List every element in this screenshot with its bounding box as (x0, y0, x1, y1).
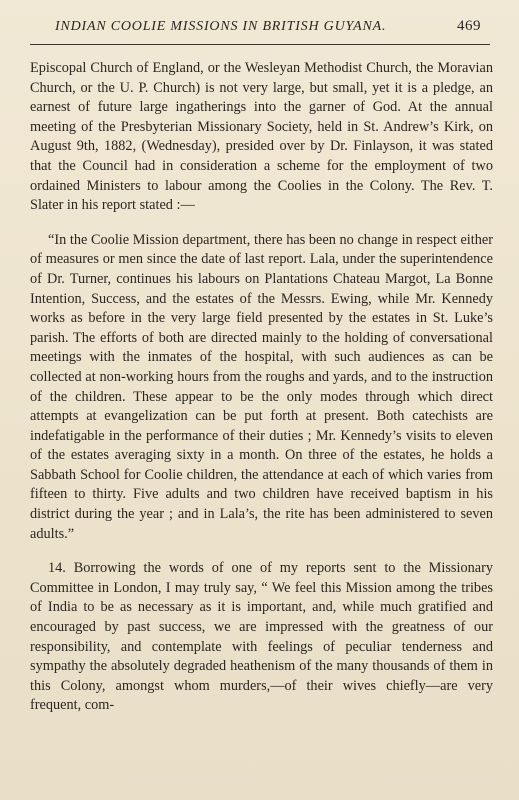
paragraph-section-14: 14. Borrowing the words of one of my reports sent to the Missionary Committee in London, I may truly say, “ We feel this Mission among the tribes of India to be as necessary as it is important, and, while much gratified and encouraged by past success, we are impressed with the greatness of our responsibility, and contemplate with feelings of peculiar tenderness and sympathy the absolutely degraded heathenism of the many thousands of them in this Colony, amongst whom murders,—of their wives chiefly—are very frequent, com- (30, 560, 493, 714)
paragraph-quotation: “In the Coolie Mission department, there has been no change in respect either of measures or men since the date of last report. Lala, under the superintendence of Dr. Turner, continues his labours on Plantations Chateau Margot, La Bonne Intention, Success, and the estates of the Messrs. Ewing, while Mr. Kennedy works as before in the very large field presented by the estates in St. Luke’s parish. The efforts of both are directed mainly to the holding of conversational meetings with the inmates of the hospital, with such audiences as can be collected at non-working hours from the roughs and yards, and to the instruction of the children. These appear to be the only modes through which direct attempts at evangelization can be put forth at present. Both catechists are indefatigable in the performance of their duties ; Mr. Kennedy’s visits to eleven of the estates averaging sixty in a month. On three of the estates, he holds a Sabbath School for Coolie children, the attendance at each of which varies from fifteen to thirty. Five adults and two children have received baptism in his district during the year ; and in Lala’s, the rite has been administered to seven adults.” (30, 231, 493, 542)
body-text (30, 59, 493, 716)
running-head (30, 18, 493, 38)
page-number: 469 (457, 18, 481, 34)
paragraph-continuation: Episcopal Church of England, or the Wesleyan Methodist Church, the Moravian Church, or the U. P. Church) is not very large, but small, yet it is a pledge, an earnest of future large ingatherings into the garner of God. At the annual meeting of the Presbyterian Missionary Society, held in St. Andrew’s Kirk, on August 9th, 1882, (Wednesday), presided over by Dr. Finlayson, it was stated that the Council had in consideration a scheme for the employment of two ordained Ministers to labour among the Coolies in the Colony. The Rev. T. Slater in his report stated :— (30, 60, 493, 214)
header-rule (30, 44, 490, 45)
running-head-title: INDIAN COOLIE MISSIONS IN BRITISH GUYANA. (55, 19, 387, 34)
